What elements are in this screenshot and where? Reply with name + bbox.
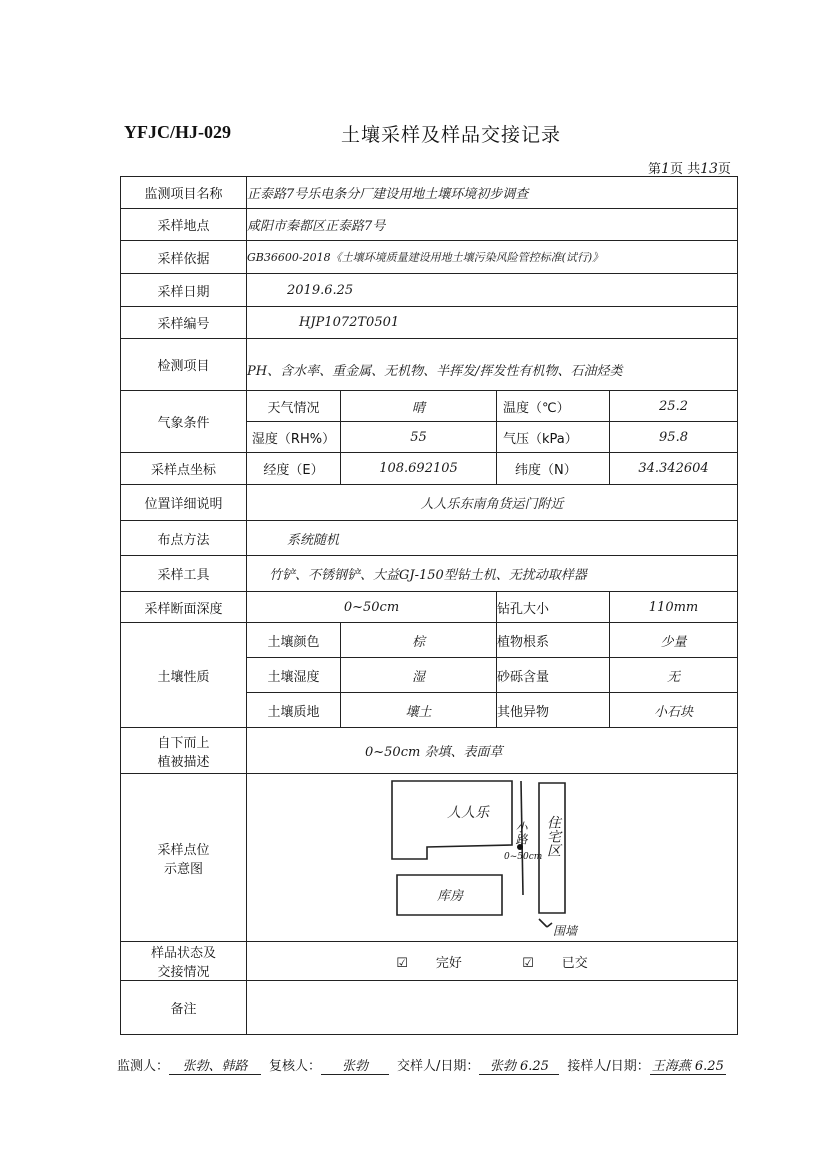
sketch-cell: [247, 774, 738, 942]
layout-label: 布点方法: [121, 521, 247, 556]
date-label: 采样日期: [121, 274, 247, 307]
row-location: [121, 209, 738, 241]
other-label: 其他异物: [497, 693, 610, 728]
row-soil-1: [121, 623, 738, 658]
row-sample-no: [121, 307, 738, 339]
check-handed-box: ☑: [522, 955, 534, 971]
lon-label: 经度（E）: [247, 453, 341, 485]
handover-signature: 张勃 6.25: [479, 1055, 559, 1075]
remarks-value: [247, 981, 738, 1035]
other-value: 小石块: [610, 693, 738, 728]
monitor-signature: 张勃、韩路: [169, 1055, 261, 1075]
sample-state-checks: [247, 942, 738, 981]
page-number: [648, 158, 731, 177]
reviewer-label: 复核人：: [269, 1059, 322, 1074]
temp-label: 温度（℃）: [497, 391, 610, 422]
location-value: 咸阳市秦都区正泰路7号: [247, 209, 738, 241]
lat-label: 纬度（N）: [497, 453, 610, 485]
row-depth: [121, 592, 738, 623]
row-coordinates: [121, 453, 738, 485]
row-date: [121, 274, 738, 307]
document-code: YFJC/HJ-029: [124, 122, 231, 142]
sketch-wall-label: 围墙: [553, 923, 578, 938]
remarks-label: 备注: [121, 981, 247, 1035]
weather-label: 气象条件: [121, 391, 247, 453]
sketch-residential-label: 住宅区: [545, 814, 561, 857]
vegetation-label-line1: 自下而上: [157, 735, 210, 751]
row-weather-1: [121, 391, 738, 422]
row-basis: [121, 241, 738, 274]
position-label: 位置详细说明: [121, 485, 247, 521]
sample-state-label-line2: 交接情况: [157, 965, 210, 980]
location-label: 采样地点: [121, 209, 247, 241]
monitor-label: 监测人：: [117, 1059, 170, 1074]
page-title: 土壤采样及样品交接记录: [341, 124, 562, 146]
position-value: 人人乐东南角货运门附近: [247, 485, 738, 521]
date-value: 2019.6.25: [247, 274, 738, 307]
tools-label: 采样工具: [121, 556, 247, 592]
basis-value: GB36600-2018《土壤环境质量建设用地土壤污染风险管控标准(试行)》: [247, 241, 738, 274]
tools-value: 竹铲、不锈钢铲、大益GJ-150型钻土机、无扰动取样器: [247, 556, 738, 592]
lon-value: 108.692105: [341, 453, 497, 485]
basis-label: 采样依据: [121, 241, 247, 274]
weather-cond-value: 晴: [341, 391, 497, 422]
sample-no-value: HJP1072T0501: [247, 307, 738, 339]
sample-no-label: 采样编号: [121, 307, 247, 339]
row-sketch: [121, 774, 738, 942]
row-layout-method: [121, 521, 738, 556]
check-handed-label: 已交: [561, 955, 588, 971]
roots-value: 少量: [610, 623, 738, 658]
roots-label: 植物根系: [497, 623, 610, 658]
receiver-signature: 王海燕 6.25: [650, 1055, 726, 1075]
row-remarks: [121, 981, 738, 1035]
lat-value: 34.342604: [610, 453, 738, 485]
sketch-label-line1: 采样点位: [157, 842, 210, 858]
color-value: 棕: [341, 623, 497, 658]
test-items-value: PH、含水率、重金属、无机物、半挥发/挥发性有机物、石油烃类: [247, 339, 738, 391]
vegetation-value: 0~50cm 杂填、表面草: [247, 728, 738, 774]
gravel-value: 无: [610, 658, 738, 693]
humidity-value: 55: [341, 422, 497, 453]
moisture-value: 湿: [341, 658, 497, 693]
page-total: 13: [700, 161, 718, 177]
row-position: [121, 485, 738, 521]
check-good: [382, 956, 476, 971]
pressure-value: 95.8: [610, 422, 738, 453]
row-vegetation: [121, 728, 738, 774]
sketch-building-label: 人人乐: [447, 804, 489, 821]
project-name-value: 正泰路7号乐电条分厂建设用地土壤环境初步调查: [247, 177, 738, 209]
bore-value: 110mm: [610, 592, 738, 623]
coord-label: 采样点坐标: [121, 453, 247, 485]
sketch-warehouse-label: 库房: [437, 888, 464, 904]
page-current: 1: [661, 161, 670, 177]
sketch-label: [121, 774, 247, 942]
check-handed: [508, 956, 602, 971]
sketch-depth-label: 0~50cm: [504, 851, 543, 862]
soil-label: 土壤性质: [121, 623, 247, 728]
vegetation-label-line2: 植被描述: [157, 754, 210, 770]
depth-value: 0~50cm: [247, 592, 497, 623]
handover-label: 交样人/日期：: [397, 1059, 480, 1074]
temp-value: 25.2: [610, 391, 738, 422]
color-label: 土壤颜色: [247, 623, 341, 658]
check-good-label: 完好: [435, 955, 462, 971]
sample-state-label-line1: 样品状态及: [150, 946, 216, 961]
wall-pointer: [539, 919, 552, 927]
depth-label: 采样断面深度: [121, 592, 247, 623]
check-good-box: ☑: [396, 955, 408, 971]
row-test-items: [121, 339, 738, 391]
humidity-label: 湿度（RH%）: [247, 422, 341, 453]
sample-state-label: [121, 942, 247, 981]
sketch-road-label: 小路: [514, 820, 528, 845]
page-prefix: 第: [648, 162, 662, 177]
row-tools: [121, 556, 738, 592]
moisture-label: 土壤湿度: [247, 658, 341, 693]
gravel-label: 砂砾含量: [497, 658, 610, 693]
test-items-label: 检测项目: [121, 339, 247, 391]
texture-label: 土壤质地: [247, 693, 341, 728]
signature-footer: [117, 1055, 742, 1075]
sketch-label-line2: 示意图: [163, 861, 203, 877]
vegetation-label: [121, 728, 247, 774]
layout-value: 系统随机: [247, 521, 738, 556]
row-sample-state: [121, 942, 738, 981]
sampling-record-table: [120, 176, 738, 1035]
project-name-label: 监测项目名称: [121, 177, 247, 209]
page-mid: 页 共: [669, 162, 701, 177]
reviewer-signature: 张勃: [321, 1055, 389, 1075]
receiver-label: 接样人/日期：: [567, 1059, 650, 1074]
page-suffix: 页: [717, 162, 731, 177]
pressure-label: 气压（kPa）: [497, 422, 610, 453]
bore-label: 钻孔大小: [497, 592, 610, 623]
weather-cond-label: 天气情况: [247, 391, 341, 422]
texture-value: 壤土: [341, 693, 497, 728]
site-sketch: [247, 775, 737, 941]
row-project-name: [121, 177, 738, 209]
